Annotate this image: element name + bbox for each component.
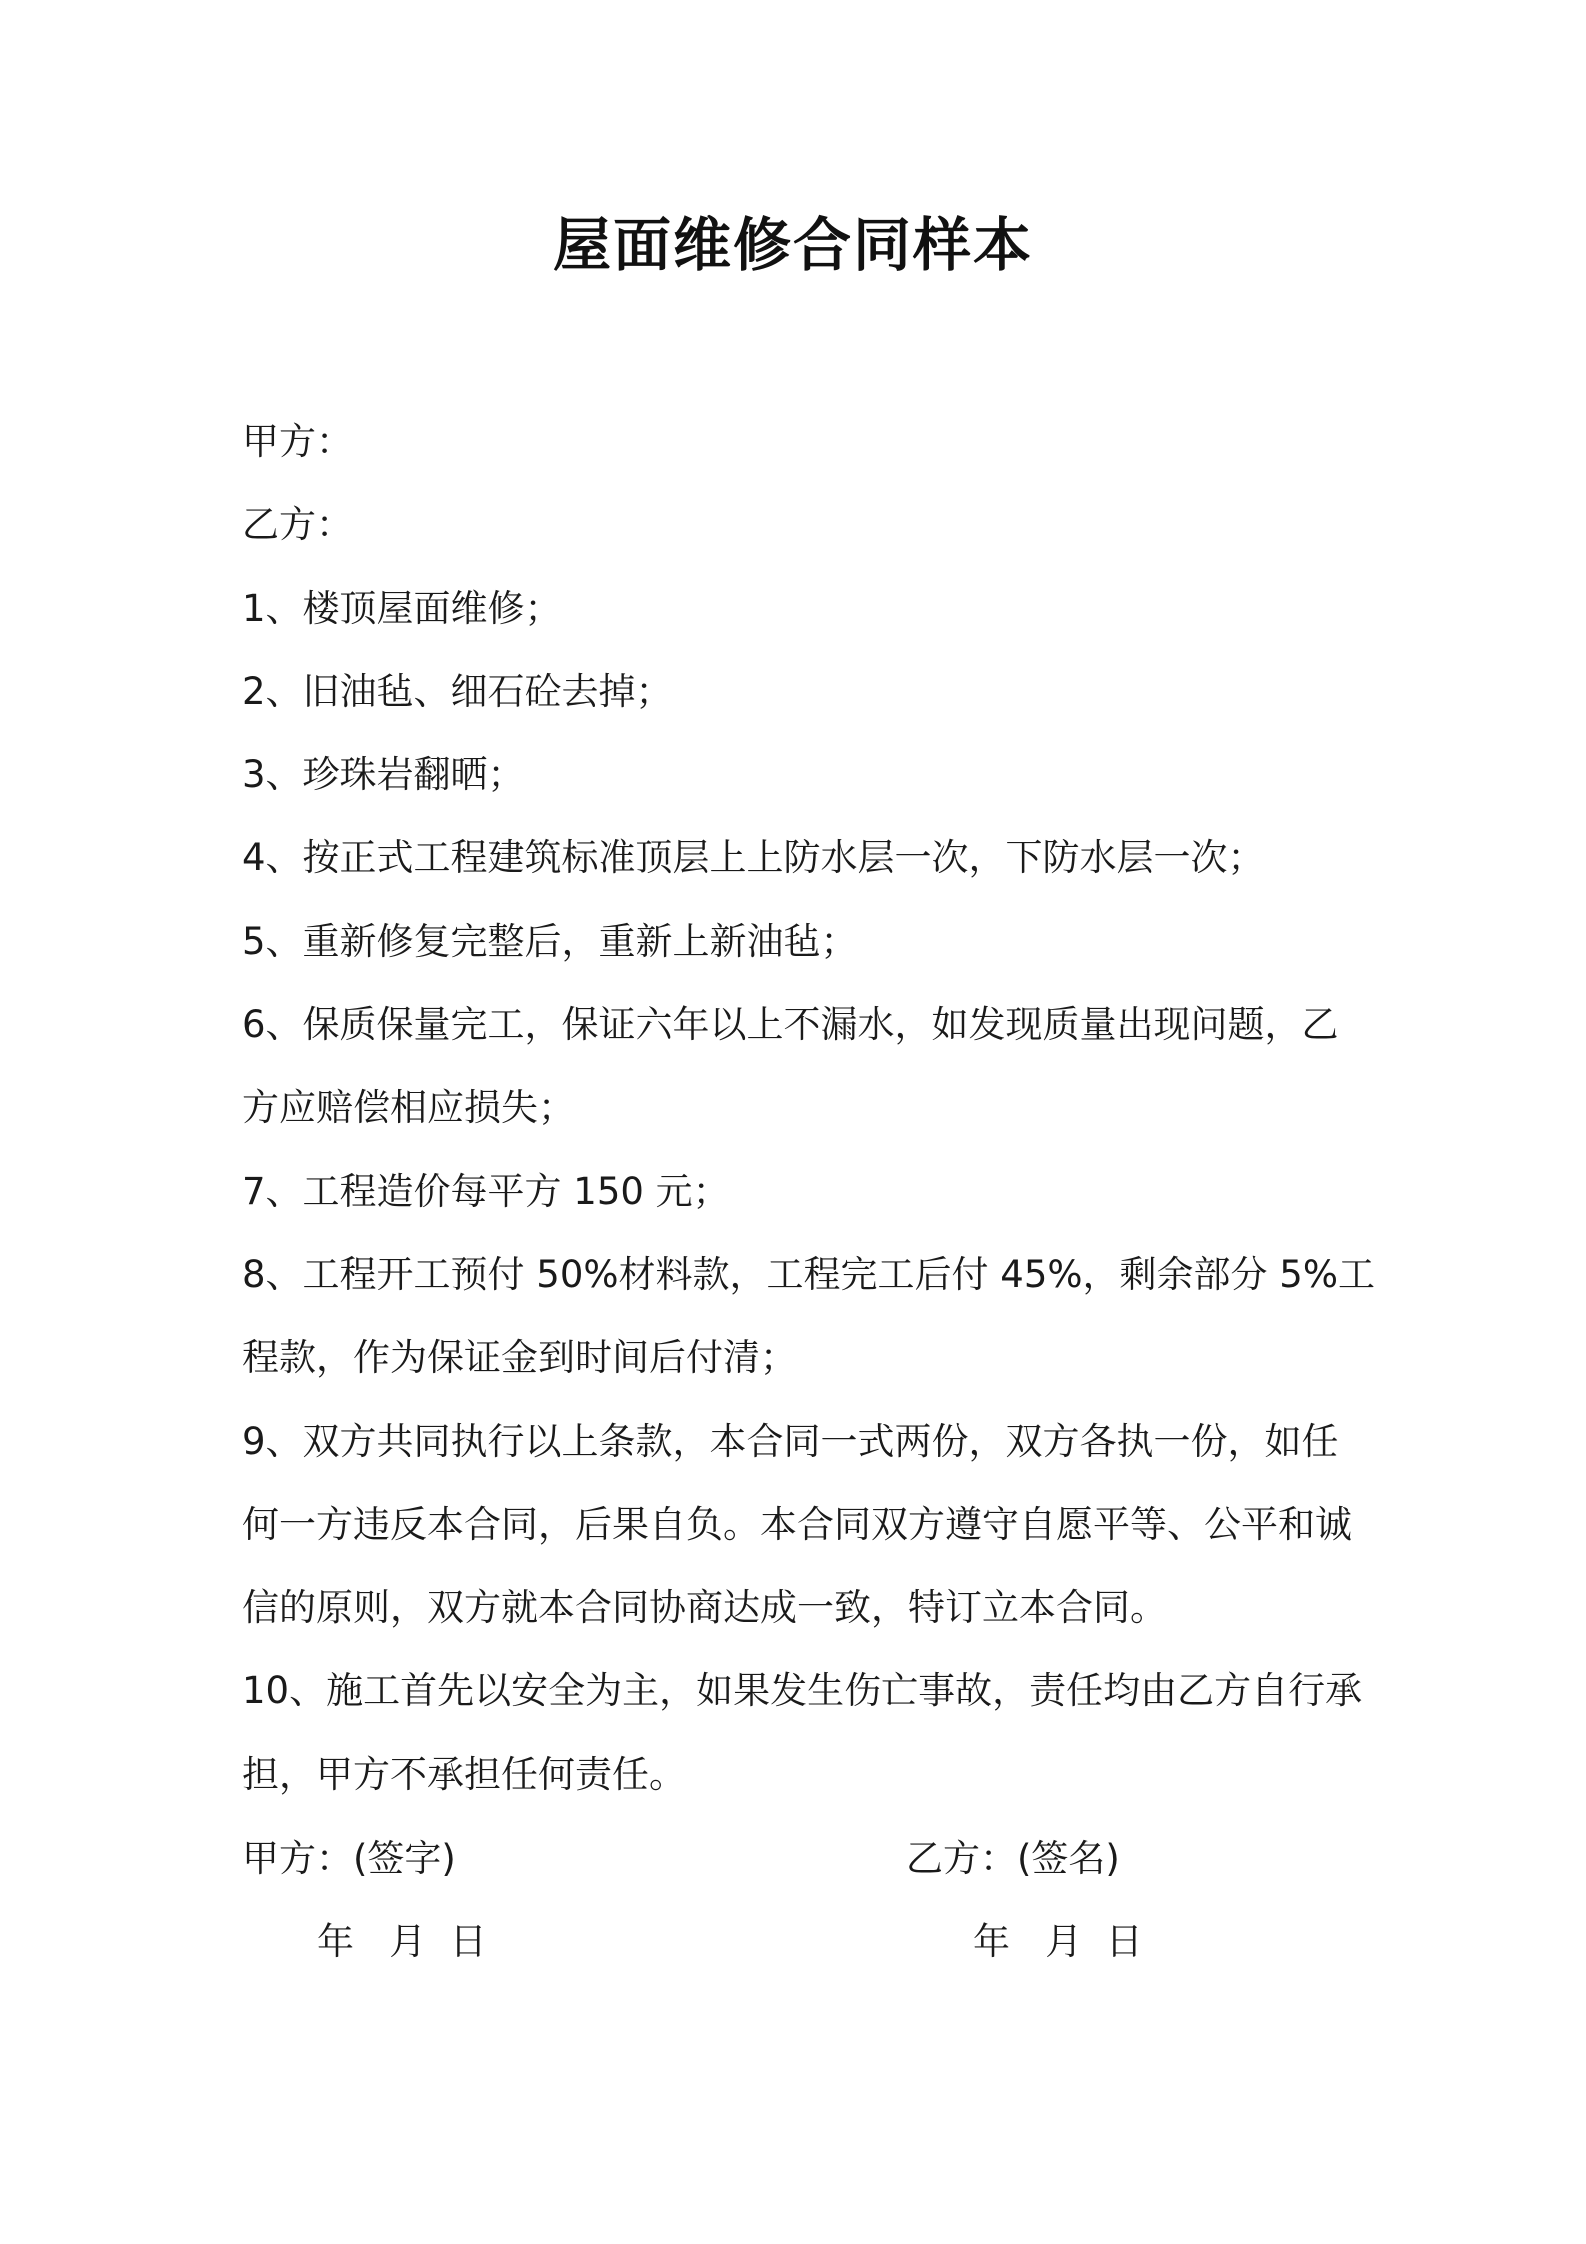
clause-10-line-1: 10、施工首先以安全为主，如果发生伤亡事故，责任均由乙方自行承: [242, 1669, 1363, 1713]
document-title: 屋面维修合同样本: [552, 211, 1033, 279]
clause-7: 7、工程造价每平方 150 元；: [242, 1169, 730, 1213]
clause-9-line-1: 9、双方共同执行以上条款，本合同一式两份，双方各执一份，如任: [242, 1419, 1339, 1463]
party-b-line: 乙方：: [242, 503, 353, 547]
clause-6-line-1: 6、保质保量完工，保证六年以上不漏水，如发现质量出现问题，乙: [242, 1003, 1339, 1047]
clause-5: 5、重新修复完整后，重新上新油毡；: [242, 919, 858, 963]
party-a-line: 甲方：: [242, 420, 353, 463]
clause-10-line-2: 担，甲方不承担任何责任。: [242, 1752, 686, 1796]
contract-body: [242, 400, 1375, 1816]
clause-9-line-2: 何一方违反本合同，后果自负。本合同双方遵守自愿平等、公平和诚: [242, 1502, 1352, 1546]
party-b-date: 年 月 日: [973, 1920, 1143, 1963]
party-a-signature: 甲方：(签字): [242, 1837, 456, 1880]
party-b-signature: 乙方：(签名): [906, 1837, 1120, 1880]
clause-6-line-2: 方应赔偿相应损失；: [242, 1086, 575, 1130]
clause-2: 2、旧油毡、细石砼去掉；: [242, 669, 673, 713]
party-a-date: 年 月 日: [317, 1920, 487, 1963]
clause-4: 4、按正式工程建筑标准顶层上上防水层一次，下防水层一次；: [242, 836, 1265, 880]
clause-8-line-1: 8、工程开工预付 50%材料款，工程完工后付 45%，剩余部分 5%工: [242, 1252, 1375, 1296]
clause-1: 1、楼顶屋面维修；: [242, 586, 562, 630]
clause-3: 3、珍珠岩翻晒；: [242, 753, 525, 797]
clause-9-line-3: 信的原则，双方就本合同协商达成一致，特订立本合同。: [242, 1586, 1167, 1630]
clause-8-line-2: 程款，作为保证金到时间后付清；: [242, 1336, 797, 1380]
